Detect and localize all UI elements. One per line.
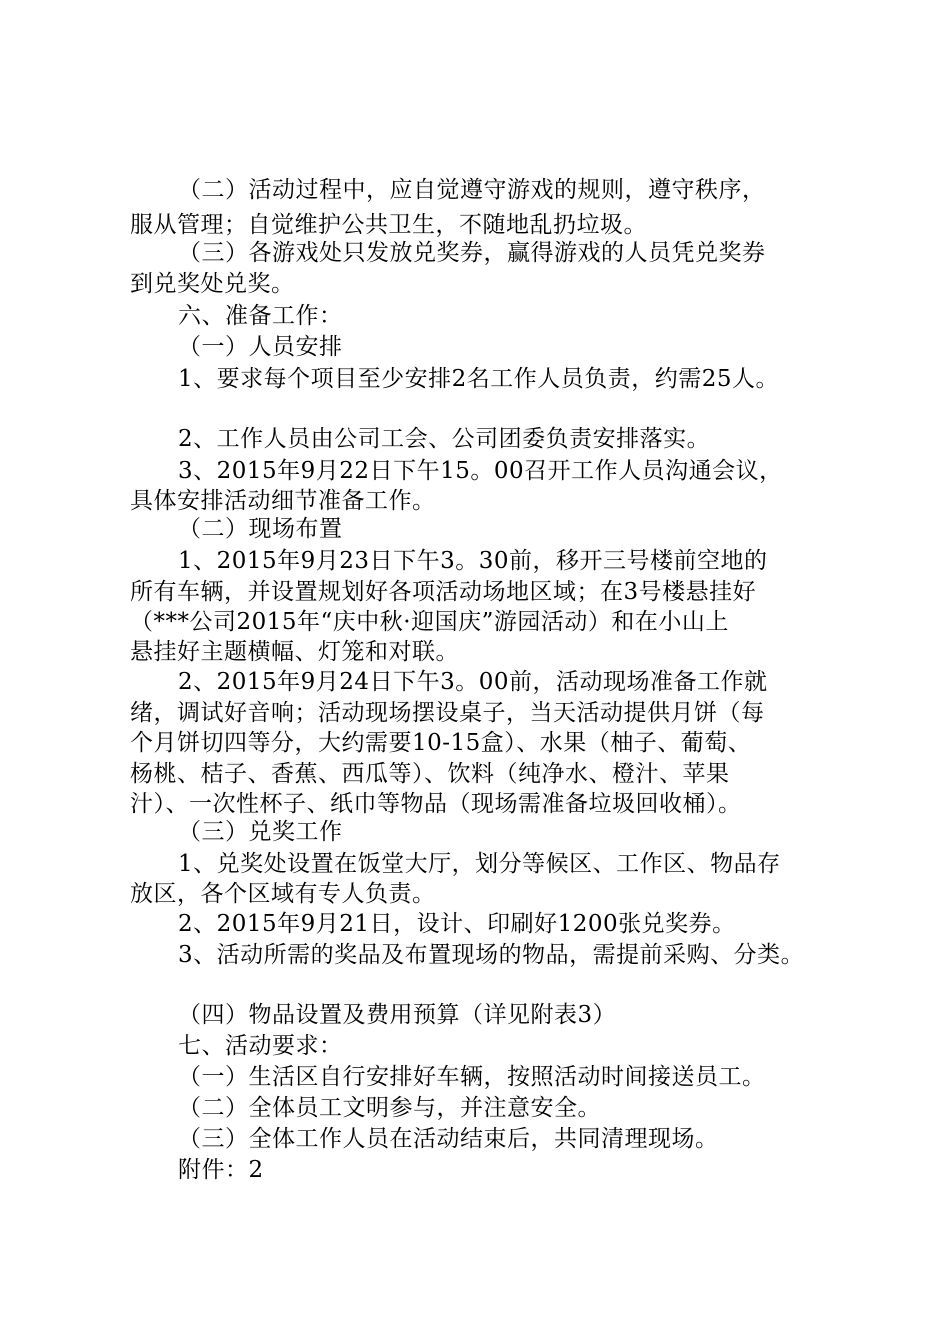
section-heading: 七、活动要求： [178,1033,343,1059]
subsection-heading: （一）人员安排 [178,334,343,360]
paragraph-line: 3、2015年9月22日下午15。00召开工作人员沟通会议， [178,458,783,484]
paragraph-line: 绪，调试好音响；活动现场摆设桌子，当天活动提供月饼（每 [130,700,765,726]
attachment-label: 附件：2 [178,1157,264,1183]
section-heading: 六、准备工作： [178,303,343,329]
paragraph-line: （一）生活区自行安排好车辆，按照活动时间接送员工。 [178,1064,766,1090]
paragraph-line: （三）全体工作人员在活动结束后，共同清理现场。 [178,1126,719,1152]
paragraph-line: 1、要求每个项目至少安排2名工作人员负责，约需25人。 [178,366,780,392]
paragraph-line: （***公司2015年“庆中秋·迎国庆”游园活动）和在小山上 [130,609,729,635]
paragraph-line: 所有车辆，并设置规划好各项活动场地区域；在3号楼悬挂好 [130,579,757,605]
paragraph-line: 放区，各个区域有专人负责。 [130,881,436,907]
paragraph-line: （二）全体员工文明参与，并注意安全。 [178,1095,601,1121]
paragraph-line: 到兑奖处兑奖。 [130,271,295,297]
paragraph-line: 个月饼切四等分，大约需要10-15盒）、水果（柚子、葡萄、 [130,730,752,756]
paragraph-line: 服从管理；自觉维护公共卫生，不随地乱扔垃圾。 [130,212,647,238]
paragraph-line: （二）活动过程中，应自觉遵守游戏的规则，遵守秩序， [178,177,766,203]
paragraph-line: 2、2015年9月24日下午3。00前，活动现场准备工作就 [178,669,768,695]
subsection-heading: （四）物品设置及费用预算（详见附表3） [178,1002,617,1028]
paragraph-line: 3、活动所需的奖品及布置现场的物品，需提前采购、分类。 [178,942,805,968]
paragraph-line: 汁）、一次性杯子、纸巾等物品（现场需准备垃圾回收桶）。 [130,791,742,817]
paragraph-line: 杨桃、桔子、香蕉、西瓜等）、饮料（纯净水、橙汁、苹果 [130,761,730,787]
paragraph-line: 2、2015年9月21日，设计、印刷好1200张兑奖券。 [178,911,736,937]
paragraph-line: 悬挂好主题横幅、灯笼和对联。 [130,639,459,665]
paragraph-line: 具体安排活动细节准备工作。 [130,488,436,514]
subsection-heading: （二）现场布置 [178,516,343,542]
subsection-heading: （三）兑奖工作 [178,819,343,845]
paragraph-line: 1、兑奖处设置在饭堂大厅，划分等候区、工作区、物品存 [178,851,781,877]
paragraph-line: 1、2015年9月23日下午3。30前，移开三号楼前空地的 [178,548,768,574]
paragraph-line: 2、工作人员由公司工会、公司团委负责安排落实。 [178,426,711,452]
paragraph-line: （三）各游戏处只发放兑奖券，赢得游戏的人员凭兑奖券 [178,240,766,266]
